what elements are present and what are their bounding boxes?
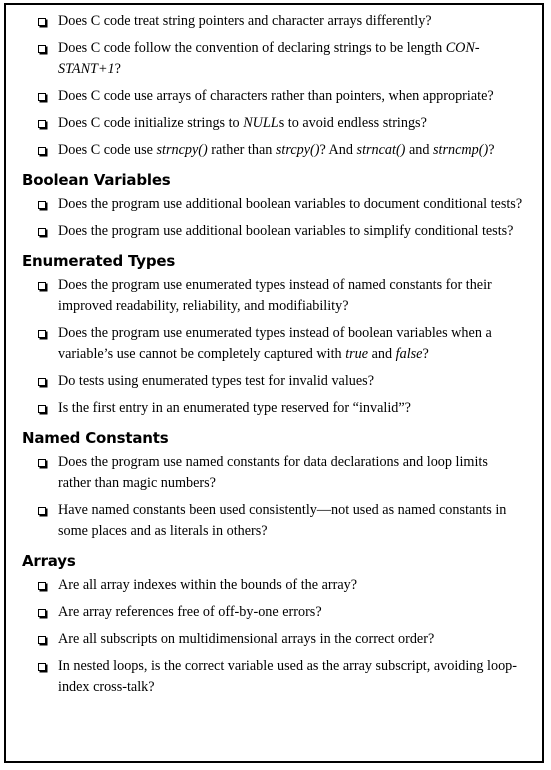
item-text: Are all subscripts on multidimensional arrays in the correct order? [58,631,435,647]
checkbox-icon [22,275,58,296]
item-text: Does C code initialize strings to NULLs to avoid endless strings? [58,115,427,131]
checkbox-icon [22,113,58,134]
checkbox-icon [22,38,58,59]
checklist-item [22,11,532,32]
checklist-item [22,602,532,623]
checkbox-icon [22,452,58,473]
item-text: Do tests using enumerated types test for invalid values? [58,373,374,389]
checklist-item [22,371,532,392]
section-heading-boolean-variables: Boolean Variables [22,171,171,189]
checkbox-icon [22,140,58,161]
item-text: Are all array indexes within the bounds of the array? [58,577,358,593]
checklist-item [22,629,532,650]
checkbox-icon [22,575,58,596]
section-heading-enumerated-types: Enumerated Types [22,252,176,270]
checkbox-icon [22,194,58,215]
item-text: Have named constants been used consistently—not used as named constants in some places and as literals in others? [58,502,507,539]
checkbox-icon [22,656,58,677]
checkbox-icon [22,371,58,392]
item-text: Does the program use named constants for data declarations and loop limits rather than magic numbers? [58,454,488,491]
checklist-item [22,275,532,317]
checkbox-icon [22,602,58,623]
item-text: Does the program use enumerated types instead of named constants for their improved readability, reliability, and modifiability? [58,277,492,314]
checkbox-icon [22,323,58,344]
item-text: Does C code use arrays of characters rather than pointers, when appropriate? [58,88,494,104]
checklist-frame [4,3,544,763]
checklist-item [22,452,532,494]
item-text: Does C code use strncpy() rather than strcpy()? And strncat() and strncmp()? [58,142,495,158]
item-text: Does the program use additional boolean variables to document conditional tests? [58,196,523,212]
checklist-item [22,113,532,134]
item-text: Are array references free of off-by-one errors? [58,604,322,620]
item-text: Does C code treat string pointers and character arrays differently? [58,13,432,29]
checkbox-icon [22,11,58,32]
checklist-item [22,500,532,542]
item-text: In nested loops, is the correct variable used as the array subscript, avoiding loop-index cross-talk? [58,658,517,695]
checklist-item [22,140,532,161]
checklist-item [22,323,532,365]
section-heading-arrays: Arrays [22,552,76,570]
checklist-item [22,194,532,215]
checkbox-icon [22,398,58,419]
checklist-item [22,398,532,419]
item-text: Is the first entry in an enumerated type reserved for “invalid”? [58,400,411,416]
checkbox-icon [22,86,58,107]
item-text: Does the program use additional boolean variables to simplify conditional tests? [58,223,514,239]
section-heading-named-constants: Named Constants [22,429,169,447]
checklist-item [22,38,532,80]
item-text: Does the program use enumerated types instead of boolean variables when a variable’s use cannot be completely captured with true and false? [58,325,492,362]
checkbox-icon [22,629,58,650]
checklist-item [22,86,532,107]
checkbox-icon [22,221,58,242]
item-text: Does C code follow the convention of declaring strings to be length CON-STANT+1? [58,40,480,77]
checklist-item [22,656,532,698]
checkbox-icon [22,500,58,521]
checklist-item [22,221,532,242]
checklist-item [22,575,532,596]
